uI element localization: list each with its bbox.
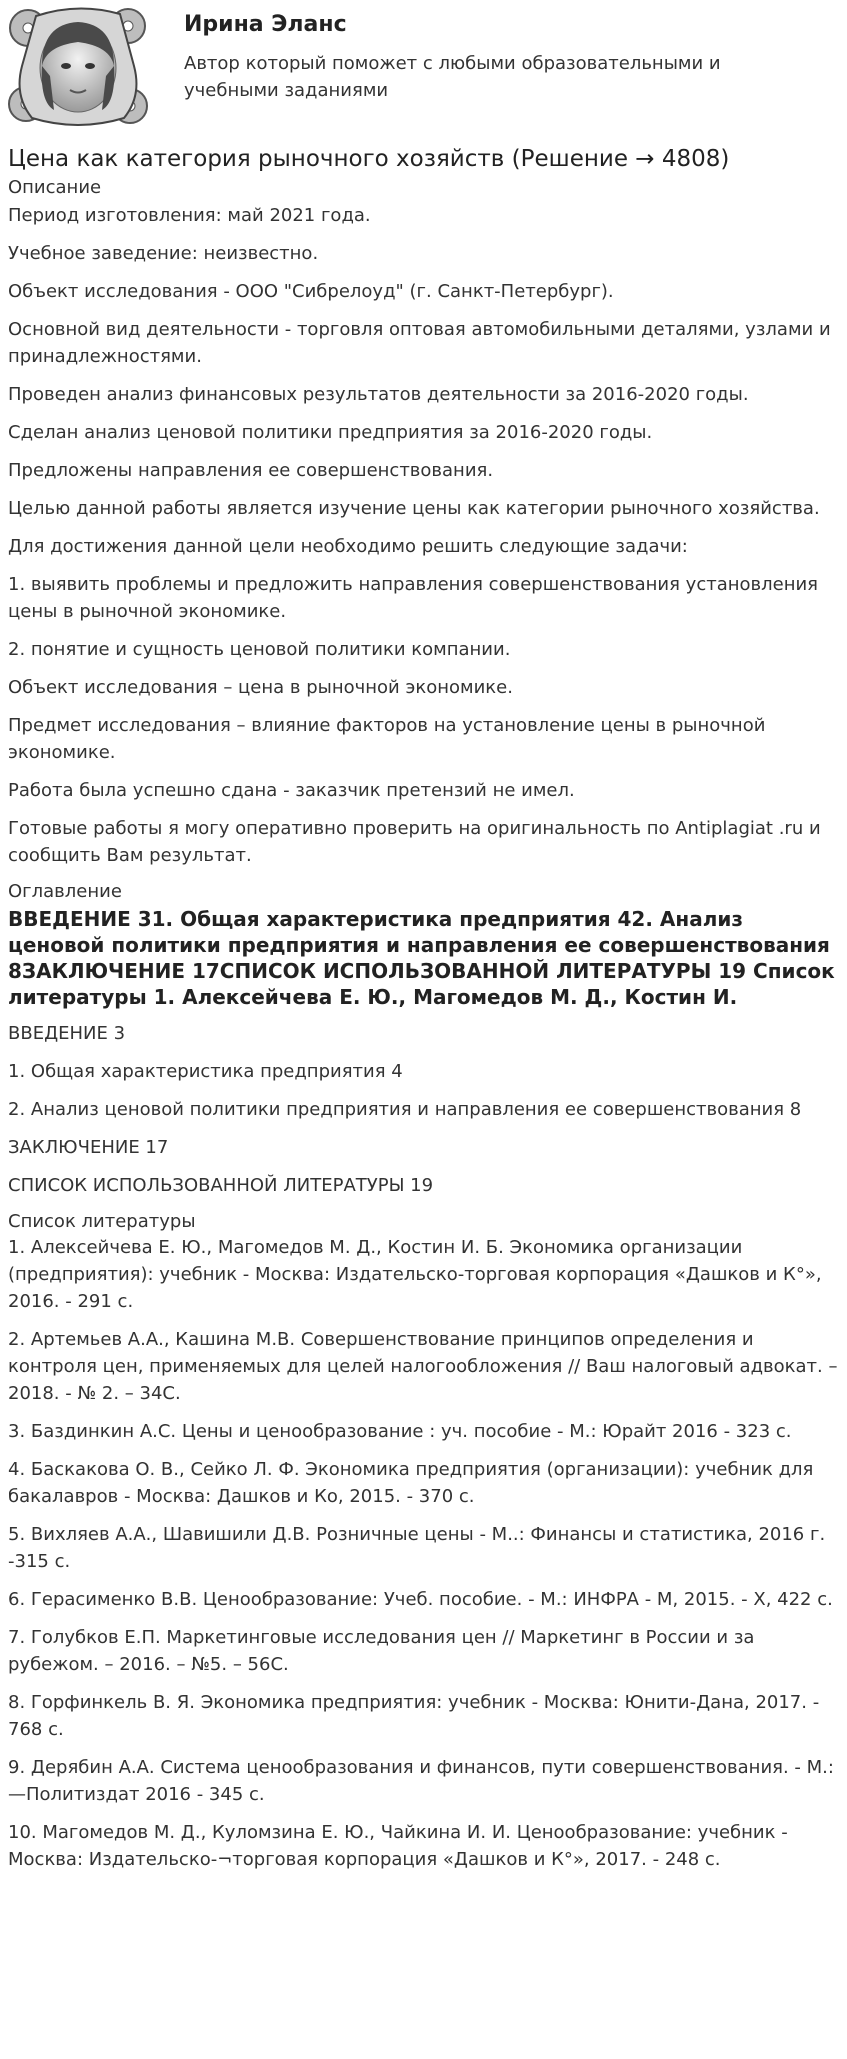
reference-item: 9. Дерябин А.А. Система ценообразования и финансов, пути совершенствования. - М.:—Политиздат 2016 - 345 с.: [8, 1757, 834, 1805]
description-paragraph: Период изготовления: май 2021 года.: [8, 205, 371, 226]
description-paragraph: Основной вид деятельности - торговля оптовая автомобильными деталями, узлами и принадлежностями.: [8, 319, 831, 367]
description-paragraph: Работа была успешно сдана - заказчик претензий не имел.: [8, 780, 575, 801]
description-paragraph: Сделан анализ ценовой политики предприятия за 2016-2020 годы.: [8, 422, 653, 443]
reference-item: 10. Магомедов М. Д., Куломзина Е. Ю., Чайкина И. И. Ценообразование: учебник - Москва: Издательско-¬торговая корпорация «Дашков и К°», 2017. - 248 с.: [8, 1822, 788, 1870]
description-paragraph: 1. выявить проблемы и предложить направления совершенствования установления цены в рыночной экономике.: [8, 574, 818, 622]
author-block: [0, 0, 847, 128]
reference-item: 3. Баздинкин А.С. Цены и ценообразование : уч. пособие - М.: Юрайт 2016 - 323 с.: [8, 1421, 792, 1442]
description-paragraph: Для достижения данной цели необходимо решить следующие задачи:: [8, 536, 688, 557]
toc-item: ВВЕДЕНИЕ 3: [8, 1023, 126, 1044]
toc-label: Оглавление: [8, 881, 122, 902]
description-paragraph: Учебное заведение: неизвестно.: [8, 243, 319, 264]
reference-item: 4. Баскакова О. В., Сейко Л. Ф. Экономика предприятия (организации): учебник для бакалавров - Москва: Дашков и Ко, 2015. - 370 с.: [8, 1459, 814, 1507]
author-description: Автор который поможет с любыми образовательными и учебными заданиями: [184, 53, 721, 101]
toc-list: [8, 1020, 840, 1199]
description-paragraph: Целью данной работы является изучение цены как категории рыночного хозяйства.: [8, 498, 820, 519]
author-avatar[interactable]: [6, 6, 150, 126]
description-paragraph: Предложены направления ее совершенствования.: [8, 460, 494, 481]
description-paragraph: Проведен анализ финансовых результатов деятельности за 2016-2020 годы.: [8, 384, 749, 405]
reference-item: 1. Алексейчева Е. Ю., Магомедов М. Д., Костин И. Б. Экономика организации (предприятия): учебник - Москва: Издательско-торговая корпорация «Дашков и К°», 2016. - 291 с.: [8, 1237, 822, 1312]
toc-item: ЗАКЛЮЧЕНИЕ 17: [8, 1137, 169, 1158]
toc-summary: ВВЕДЕНИЕ 31. Общая характеристика предприятия 42. Анализ ценовой политики предприятия и направления ее совершенствования 8ЗАКЛЮЧЕНИЕ 17СПИСОК ИСПОЛЬЗОВАННОЙ ЛИТЕРАТУРЫ 19 Список литературы 1. Алексейчева Е. Ю., Магомедов М. Д., Костин И.: [8, 907, 835, 1009]
reference-item: 8. Горфинкель В. Я. Экономика предприятия: учебник - Москва: Юнити-Дана, 2017. - 768 с.: [8, 1692, 820, 1740]
references-label: Список литературы: [8, 1211, 196, 1232]
description-paragraph: Предмет исследования – влияние факторов на установление цены в рыночной экономике.: [8, 715, 766, 763]
description-paragraph: 2. понятие и сущность ценовой политики компании.: [8, 639, 511, 660]
toc-item: 2. Анализ ценовой политики предприятия и направления ее совершенствования 8: [8, 1099, 802, 1120]
reference-item: 5. Вихляев А.А., Шавишили Д.В. Розничные цены - М..: Финансы и статистика, 2016 г. -315 с.: [8, 1524, 826, 1572]
description-paragraph: Объект исследования - ООО "Сибрелоуд" (г. Санкт-Петербург).: [8, 281, 614, 302]
reference-item: 2. Артемьев А.А., Кашина М.В. Совершенствование принципов определения и контроля цен, применяемых для целей налогообложения // Ваш налоговый адвокат. – 2018. - № 2. – 34С.: [8, 1329, 838, 1404]
content: [8, 144, 840, 1884]
description-label: Описание: [8, 177, 102, 198]
toc-item: СПИСОК ИСПОЛЬЗОВАННОЙ ЛИТЕРАТУРЫ 19: [8, 1175, 434, 1196]
description-list: [8, 202, 840, 869]
description-paragraph: Готовые работы я могу оперативно проверить на оригинальность по Antiplagiat .ru и сообщить Вам результат.: [8, 818, 821, 866]
page-title: Цена как категория рыночного хозяйств (Решение → 4808): [8, 146, 730, 172]
references-list: [8, 1234, 840, 1873]
toc-item: 1. Общая характеристика предприятия 4: [8, 1061, 403, 1082]
reference-item: 7. Голубков Е.П. Маркетинговые исследования цен // Маркетинг в России и за рубежом. – 2016. – №5. – 56С.: [8, 1627, 755, 1675]
description-paragraph: Объект исследования – цена в рыночной экономике.: [8, 677, 513, 698]
reference-item: 6. Герасименко В.В. Ценообразование: Учеб. пособие. - М.: ИНФРА - М, 2015. - X, 422 с.: [8, 1589, 833, 1610]
author-name[interactable]: Ирина Эланс: [184, 12, 347, 37]
